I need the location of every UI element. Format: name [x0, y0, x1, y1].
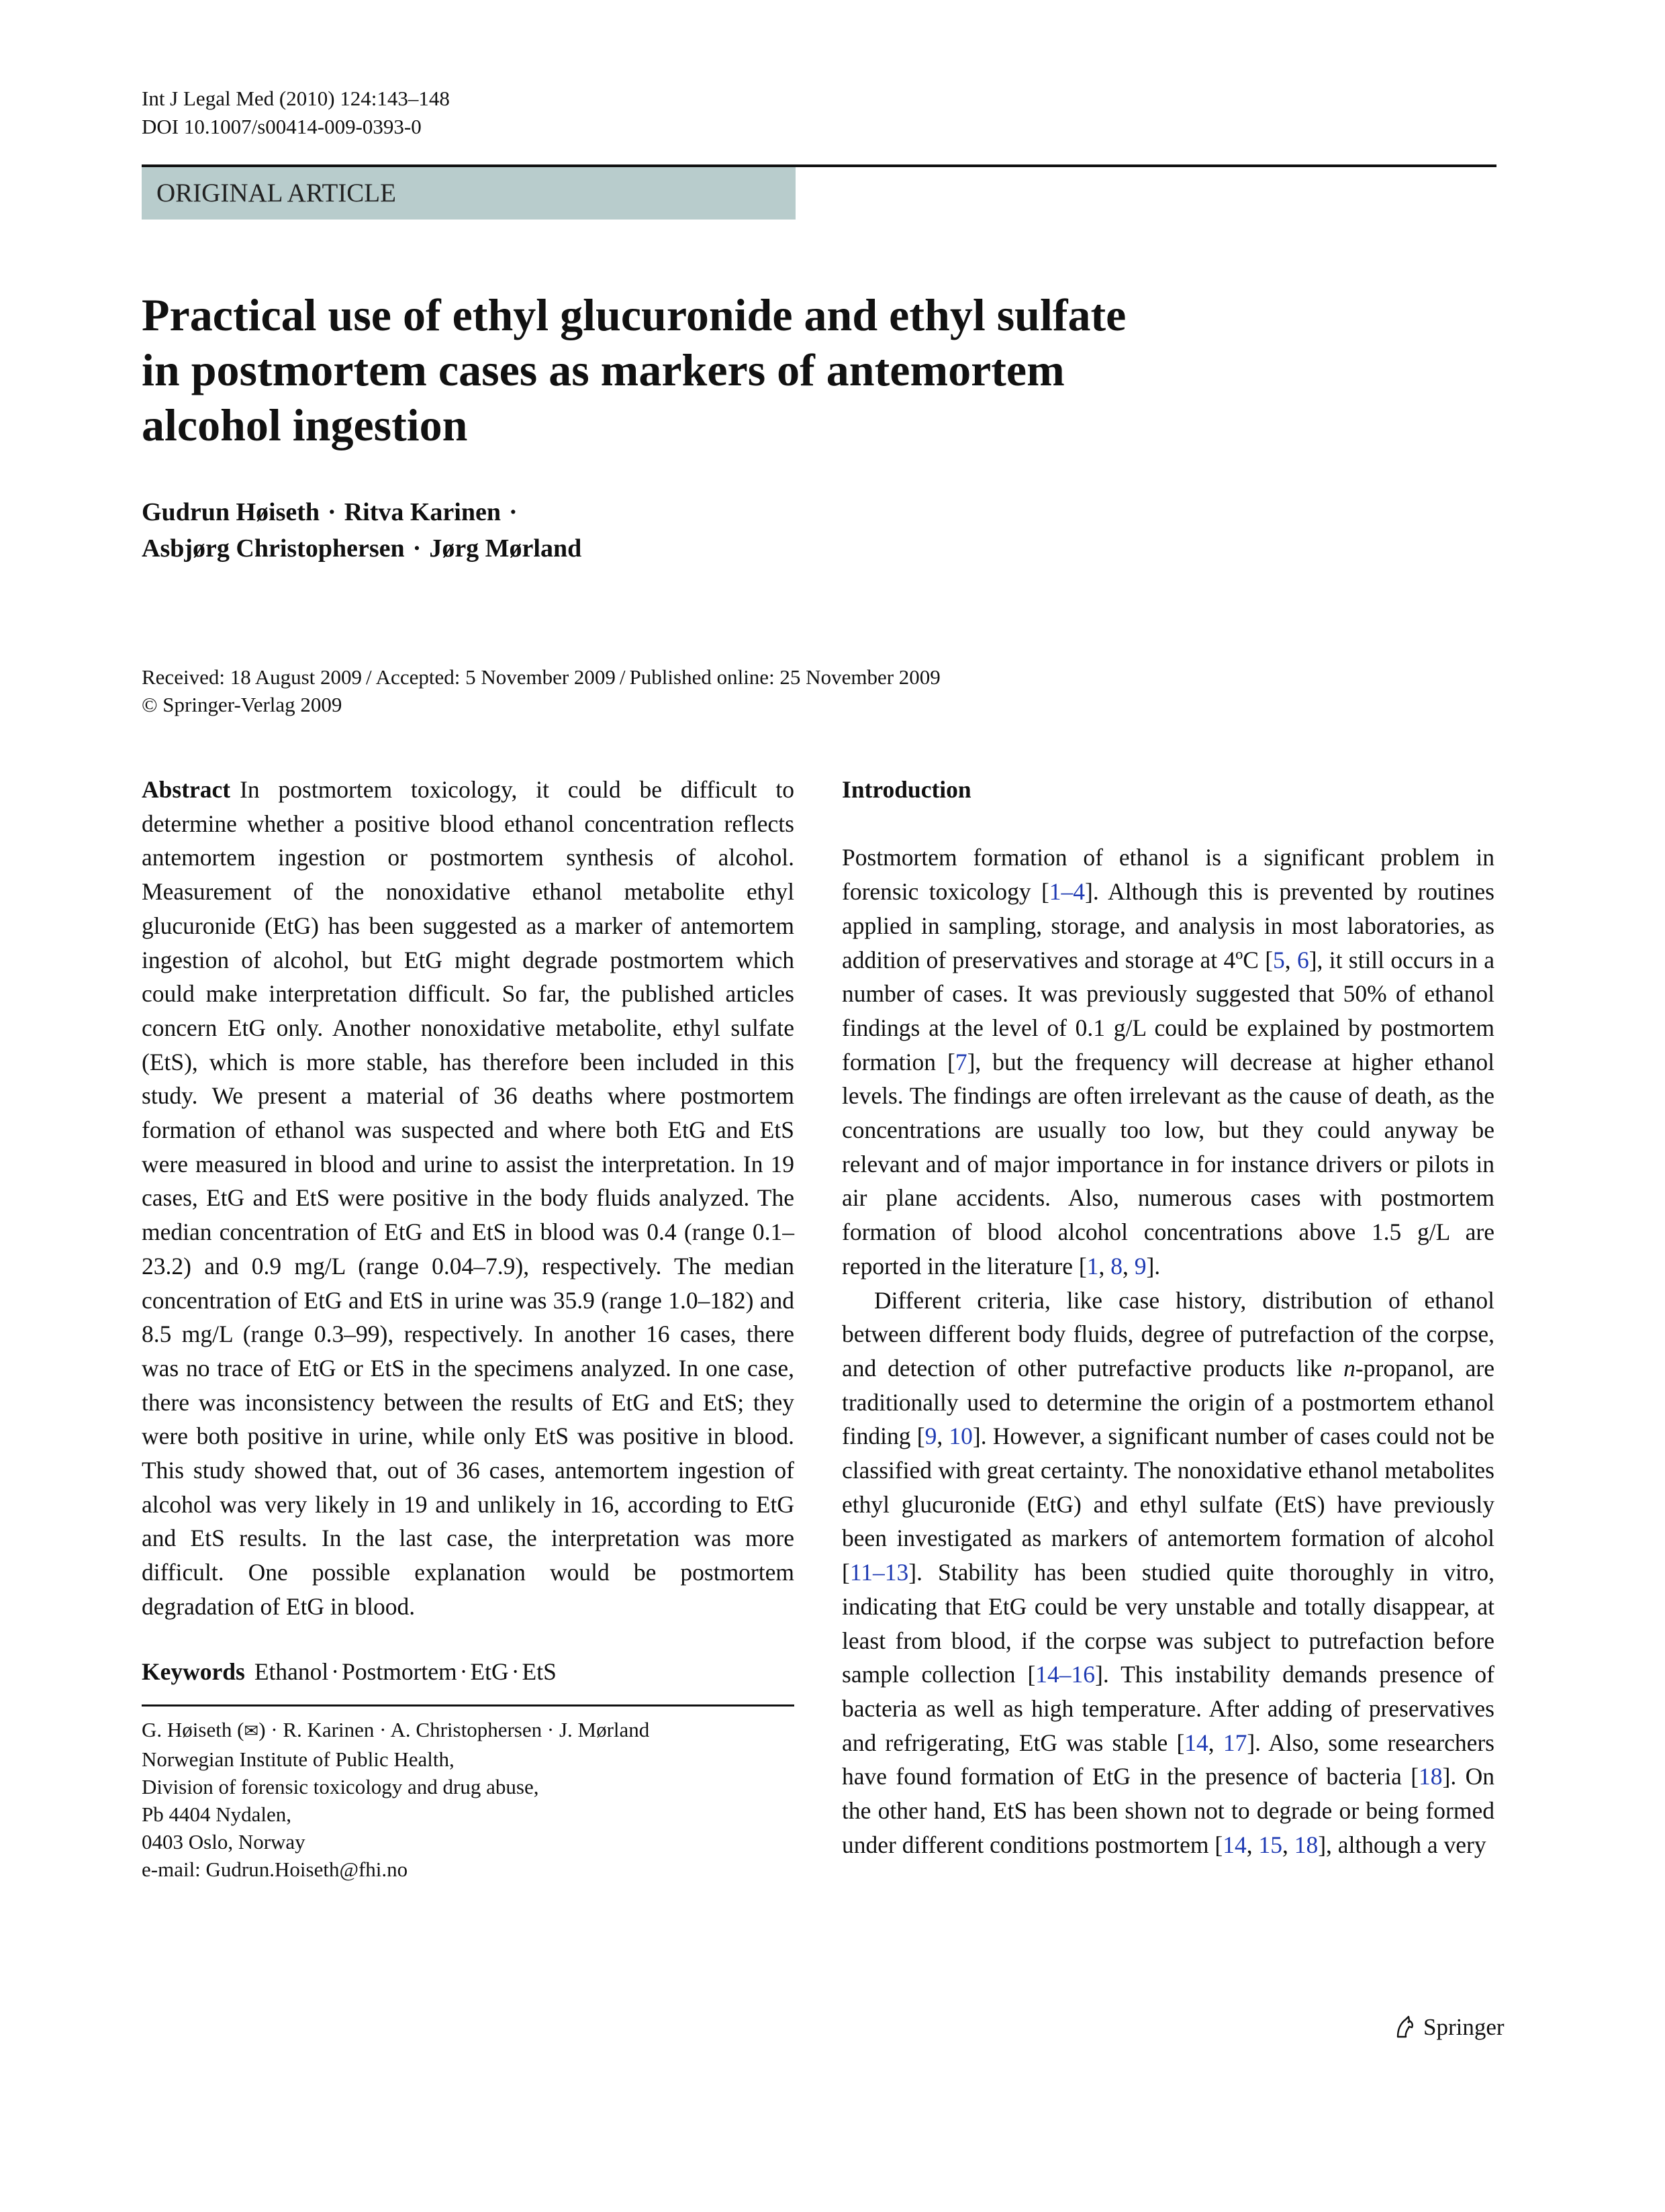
keyword: EtG [470, 1657, 509, 1685]
affiliation-author: J. Mørland [559, 1718, 650, 1742]
title-line: Practical use of ethyl glucuronide and ethyl sulfate [142, 289, 1127, 340]
affiliation-author: R. Karinen [283, 1718, 375, 1742]
citation-link[interactable]: 8 [1110, 1252, 1123, 1280]
left-column [142, 773, 794, 1883]
publisher-logo [1391, 2013, 1505, 2042]
introduction-heading: Introduction [842, 776, 971, 803]
article-type-band [142, 167, 796, 220]
paragraph-text: , [1122, 1252, 1135, 1280]
postal-box: Pb 4404 Nydalen, [142, 1802, 292, 1827]
paragraph-text: -propanol, are traditionally used to determine the origin of a postmortem ethanol finding [ [842, 1354, 1494, 1450]
citation-link[interactable]: 9 [1134, 1252, 1147, 1280]
right-column [842, 773, 1494, 1862]
article-title [142, 287, 1283, 452]
author-separator: · [328, 498, 336, 526]
paragraph-text: ], but the frequency will decrease at higher ethanol levels. The findings are often irrelevant as the cause of death, as the concentrations are usually too low, but they could anyway be relevant and of major importance in for instance drivers or pilots in air plane accidents. Also, numerous cases with postmortem formation of blood alcohol concentrations above 1.5 g/L are reported in the literature [ [842, 1048, 1495, 1280]
citation-link[interactable]: 18 [1294, 1831, 1319, 1858]
date-separator: / [619, 665, 626, 689]
keywords-label: Keywords [142, 1657, 245, 1685]
keyword: EtS [522, 1657, 557, 1685]
abstract-label: Abstract [142, 776, 231, 803]
keyword-separator: · [459, 1657, 468, 1685]
contact-email[interactable]: e-mail: Gudrun.Hoiseth@fhi.no [142, 1858, 408, 1882]
article-type-label: ORIGINAL ARTICLE [156, 179, 396, 207]
division-name: Division of forensic toxicology and drug abuse, [142, 1775, 539, 1799]
author-name[interactable]: Gudrun Høiseth [142, 498, 320, 526]
paragraph-text: , [1282, 1831, 1294, 1858]
author-name[interactable]: Asbjørg Christophersen [142, 534, 405, 563]
paragraph-text: ], although a very [1318, 1831, 1486, 1858]
citation-link[interactable]: 6 [1296, 946, 1309, 973]
affiliation-separator: · [379, 1718, 387, 1742]
paragraph-text: ]. On the other hand, EtS has been shown not to degrade or being formed under different conditions postmortem [ [842, 1763, 1494, 1858]
citation-link[interactable]: 9 [924, 1423, 937, 1450]
citation-link[interactable]: 14–16 [1035, 1661, 1096, 1688]
horse-logo-icon [1391, 2014, 1418, 2041]
paragraph-text: , [1284, 946, 1297, 973]
affiliation-author: A. Christophersen [390, 1718, 542, 1742]
city-country: 0403 Oslo, Norway [142, 1830, 305, 1854]
keyword-separator: · [511, 1657, 520, 1685]
paragraph-text: ]. [1146, 1252, 1161, 1280]
paragraph-text: ]. Although this is prevented by routines applied in sampling, storage, and analysis in most laboratories, as addition of preservatives and storage at 4ºC [ [842, 878, 1494, 973]
paragraph-text: ], it still occurs in a number of cases. It was previously suggested that 50% of ethanol findings at the level of 0.1 g/L could be explained by postmortem formation [ [842, 946, 1494, 1075]
envelope-icon[interactable]: ✉ [244, 1721, 259, 1742]
paragraph-text: ]. This instability demands presence of bacteria as well as high temperature. After adding of preservatives and refrigerating, EtG was stable [ [842, 1661, 1494, 1756]
author-name[interactable]: Jørg Mørland [429, 534, 582, 563]
author-separator: · [509, 498, 518, 526]
keyword: Ethanol [254, 1657, 329, 1685]
introduction-paragraph [842, 840, 1494, 1283]
citation-link[interactable]: 17 [1223, 1729, 1247, 1756]
paragraph-text: , [937, 1423, 949, 1450]
italic-term: n [1343, 1354, 1355, 1382]
author-separator: · [412, 534, 422, 563]
citation-link[interactable]: 10 [949, 1423, 973, 1450]
author-name[interactable]: Ritva Karinen [344, 498, 501, 526]
affiliation-block [142, 1716, 794, 1883]
citation-link[interactable]: 15 [1258, 1831, 1282, 1858]
doi[interactable]: DOI 10.1007/s00414-009-0393-0 [142, 115, 422, 138]
received-date: Received: 18 August 2009 [142, 665, 363, 689]
paragraph-text: , [1098, 1252, 1111, 1280]
introduction-paragraph [842, 1284, 1494, 1862]
title-line: alcohol ingestion [142, 399, 468, 450]
affiliation-separator: · [271, 1718, 278, 1742]
paragraph-text: ]. However, a significant number of cases could not be classified with great certainty. The nonoxidative ethanol metabolites ethyl glucuronide (EtG) and ethyl sulfate (EtS) have previously been investigated as markers of antemortem formation of alcohol [ [842, 1423, 1495, 1586]
citation-link[interactable]: 11–13 [849, 1559, 909, 1586]
copyright-notice: © Springer-Verlag 2009 [142, 693, 342, 716]
affiliation-authors: G. Høiseth (✉) · R. Karinen · A. Christophersen · J. Mørland [142, 1718, 650, 1742]
citation-link[interactable]: 1–4 [1049, 878, 1086, 906]
publication-dates [142, 663, 941, 718]
citation-link[interactable]: 5 [1273, 946, 1285, 973]
citation-link[interactable]: 18 [1419, 1763, 1443, 1790]
date-separator: / [366, 665, 372, 689]
affiliation-separator: · [546, 1718, 555, 1742]
citation-link[interactable]: 14 [1184, 1729, 1208, 1756]
paragraph-text: , [1208, 1729, 1223, 1756]
affiliation-author: G. Høiseth [142, 1718, 232, 1742]
keyword: Postmortem [342, 1657, 457, 1685]
paragraph-text: Postmortem formation of ethanol is a significant problem in forensic toxicology [ [842, 844, 1494, 906]
citation-link[interactable]: 14 [1223, 1831, 1247, 1858]
citation-link[interactable]: 1 [1086, 1252, 1099, 1280]
institute-name: Norwegian Institute of Public Health, [142, 1747, 455, 1772]
publisher-name: Springer [1423, 2014, 1505, 2040]
author-list [142, 494, 581, 567]
paragraph-text: ]. Stability has been studied quite thoroughly in vitro, indicating that EtG could be very unstable and totally disappear, at least from blood, if the corpse was subject to putrefaction before sample collection [ [842, 1559, 1494, 1688]
published-date: Published online: 25 November 2009 [629, 665, 941, 689]
paragraph-text: Different criteria, like case history, distribution of ethanol between different body fluids, degree of putrefaction of the corpse, and detection of other putrefactive products like [842, 1286, 1494, 1382]
paragraph-text: ]. Also, some researchers have found formation of EtG in the presence of bacteria [ [842, 1729, 1494, 1790]
keywords [142, 1655, 794, 1689]
accepted-date: Accepted: 5 November 2009 [375, 665, 616, 689]
journal-info [142, 85, 450, 141]
abstract [142, 773, 794, 1624]
paragraph-text: , [1246, 1831, 1259, 1858]
title-line: in postmortem cases as markers of antemortem [142, 344, 1065, 395]
keyword-separator: · [331, 1657, 340, 1685]
citation-link[interactable]: 7 [955, 1048, 967, 1075]
abstract-text: In postmortem toxicology, it could be difficult to determine whether a positive blood ethanol concentration reflects antemortem ingestion or postmortem synthesis of alcohol. Measurement of the nonoxidative ethanol metabolite ethyl glucuronide (EtG) has been suggested as a marker of antemortem ingestion of alcohol, but EtG might degrade postmortem which could make interpretation difficult. So far, the published articles concern EtG only. Another nonoxidative metabolite, ethyl sulfate (EtS), which is more stable, has therefore been included in this study. We present a material of 36 deaths where postmortem formation of ethanol was suspected and where both EtG and EtS were measured in blood and urine to assist the interpretation. In 19 cases, EtG and EtS were positive in the body fluids analyzed. The median concentration of EtG and EtS in blood was 0.4 (range 0.1–23.2) and 0.9 mg/L (range 0.04–7.9), respectively. The median concentration of EtG and EtS in urine was 35.9 (range 1.0–182) and 8.5 mg/L (range 0.3–99), respectively. In another 16 cases, there was no trace of EtG or EtS in the specimens analyzed. In one case, there was inconsistency between the results of EtG and EtS; they were both positive in urine, while only EtS was positive in blood. This study showed that, out of 36 cases, antemortem ingestion of alcohol was very likely in 19 and unlikely in 16, according to EtG and EtS results. In the last case, the interpretation was more difficult. One possible explanation would be postmortem degradation of EtG in blood. [142, 776, 794, 1620]
affiliation-rule [142, 1704, 794, 1706]
journal-citation: Int J Legal Med (2010) 124:143–148 [142, 87, 450, 110]
